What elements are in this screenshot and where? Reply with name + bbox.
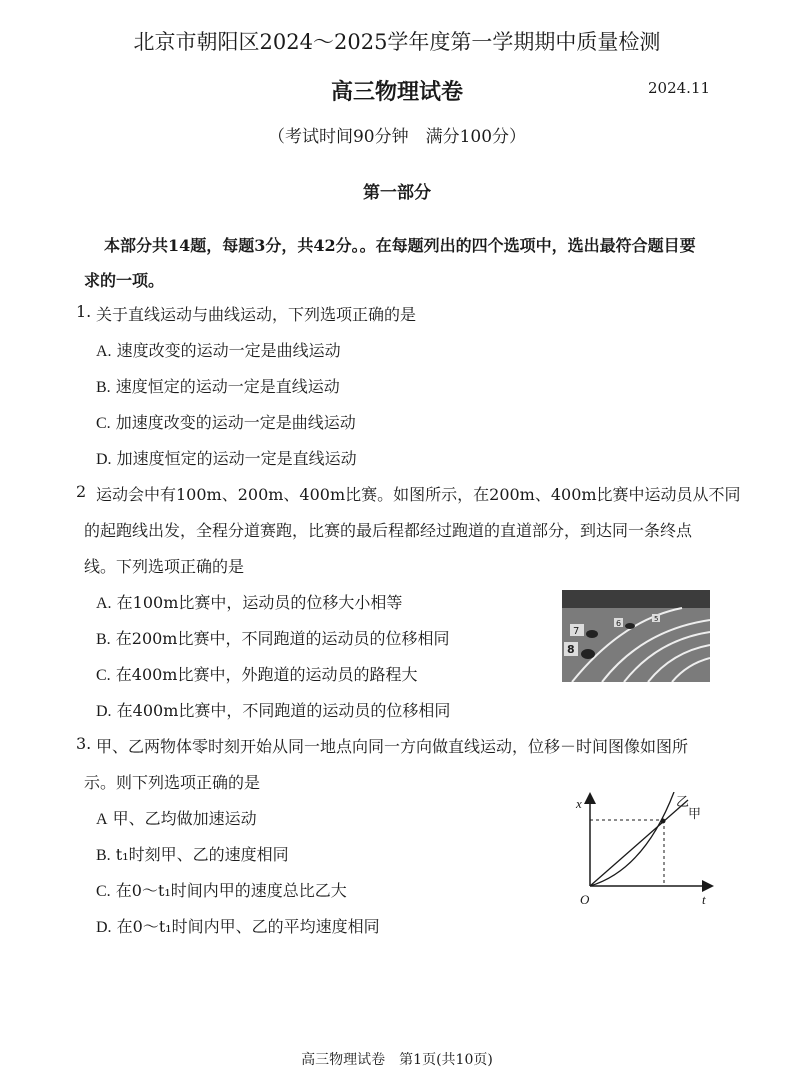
option-text: 加速度恒定的运动一定是直线运动: [116, 449, 357, 468]
question-1-option-a: [96, 338, 341, 361]
option-label: C.: [96, 415, 111, 432]
option-label: C.: [96, 667, 111, 684]
lane-number-5: 5: [654, 615, 659, 623]
option-label: B.: [96, 631, 111, 648]
option-text: 在0～t₁时间内甲的速度总比乙大: [115, 881, 347, 900]
exam-date: 2024.11: [648, 79, 711, 97]
question-1-option-b: [96, 374, 340, 397]
question-3-option-d: [96, 914, 380, 937]
question-2-option-d: [96, 698, 450, 721]
t-axis-label: t: [702, 892, 706, 907]
question-1-number: 1.: [76, 302, 92, 321]
question-2-stem-line-1: 运动会中有100m、200m、400m比赛。如图所示，在200m、400m比赛中运动员从不同: [96, 485, 741, 504]
option-label: A: [96, 811, 108, 828]
question-3-number: 3.: [76, 734, 92, 753]
question-2-number: 2: [76, 482, 87, 501]
option-text: 在100m比赛中，运动员的位移大小相等: [116, 593, 403, 612]
option-text: 加速度改变的运动一定是曲线运动: [115, 413, 356, 432]
option-label: A.: [96, 343, 112, 360]
curve-yi-label: 乙: [676, 795, 690, 810]
question-3-option-c: [96, 878, 347, 901]
option-text: 在400m比赛中，外跑道的运动员的路程大: [115, 665, 418, 684]
lane-number-8: 8: [567, 643, 575, 656]
option-text: 在0～t₁时间内甲、乙的平均速度相同: [116, 917, 380, 936]
option-label: D.: [96, 451, 112, 468]
xt-graph-figure: [574, 792, 714, 932]
question-3-option-a: [96, 806, 257, 829]
curve-yi: [590, 792, 674, 886]
track-photo-drawing: [562, 590, 710, 682]
intersection-point: [661, 819, 666, 824]
question-2-stem-line-3: 线。下列选项正确的是: [84, 557, 245, 576]
line-jia-label: 甲: [688, 807, 702, 822]
option-label: A.: [96, 595, 112, 612]
question-3-option-b: [96, 842, 289, 865]
question-2-option-c: [96, 662, 417, 685]
option-text: 速度恒定的运动一定是直线运动: [115, 377, 340, 396]
option-text: 在400m比赛中，不同跑道的运动员的位移相同: [116, 701, 451, 720]
question-2-stem-line-2: 的起跑线出发，全程分道赛跑，比赛的最后程都经过跑道的直道部分，到达同一条终点: [84, 521, 693, 540]
option-label: D.: [96, 703, 112, 720]
line-jia: [590, 800, 688, 886]
exam-header: 北京市朝阳区2024～2025学年度第一学期期中质量检测: [133, 30, 661, 54]
lane-number-6: 6: [616, 619, 622, 628]
paper-title: 高三物理试卷: [330, 79, 463, 105]
origin-label: O: [580, 892, 590, 907]
option-label: D.: [96, 919, 112, 936]
question-2-option-b: [96, 626, 449, 649]
exam-subtitle: （考试时间90分钟 满分100分）: [267, 127, 527, 147]
option-text: 甲、乙均做加速运动: [112, 809, 257, 828]
question-3-stem-line-2: 示。则下列选项正确的是: [84, 773, 261, 792]
section-title: 第一部分: [363, 183, 431, 203]
track-photo-figure: [562, 590, 710, 682]
question-3-stem-line-1: 甲、乙两物体零时刻开始从同一地点向同一方向做直线运动，位移－时间图像如图所: [96, 737, 689, 756]
lane-number-7: 7: [573, 626, 580, 637]
option-label: B.: [96, 847, 111, 864]
question-1-option-c: [96, 410, 356, 433]
x-axis-label: x: [576, 796, 582, 811]
option-text: 在200m比赛中，不同跑道的运动员的位移相同: [115, 629, 450, 648]
page-footer: 高三物理试卷 第1页(共10页): [301, 1052, 493, 1068]
question-1-stem: 关于直线运动与曲线运动，下列选项正确的是: [96, 305, 417, 324]
question-2-option-a: [96, 590, 402, 613]
xt-graph-drawing: [574, 792, 714, 932]
question-1-option-d: [96, 446, 357, 469]
option-label: B.: [96, 379, 111, 396]
option-text: 速度改变的运动一定是曲线运动: [116, 341, 341, 360]
section-intro: 本部分共14题，每题3分，共42分。。在每题列出的四个选项中，选出最符合题目要求的一项。: [84, 236, 696, 290]
option-text: t₁时刻甲、乙的速度相同: [115, 845, 289, 864]
option-label: C.: [96, 883, 111, 900]
